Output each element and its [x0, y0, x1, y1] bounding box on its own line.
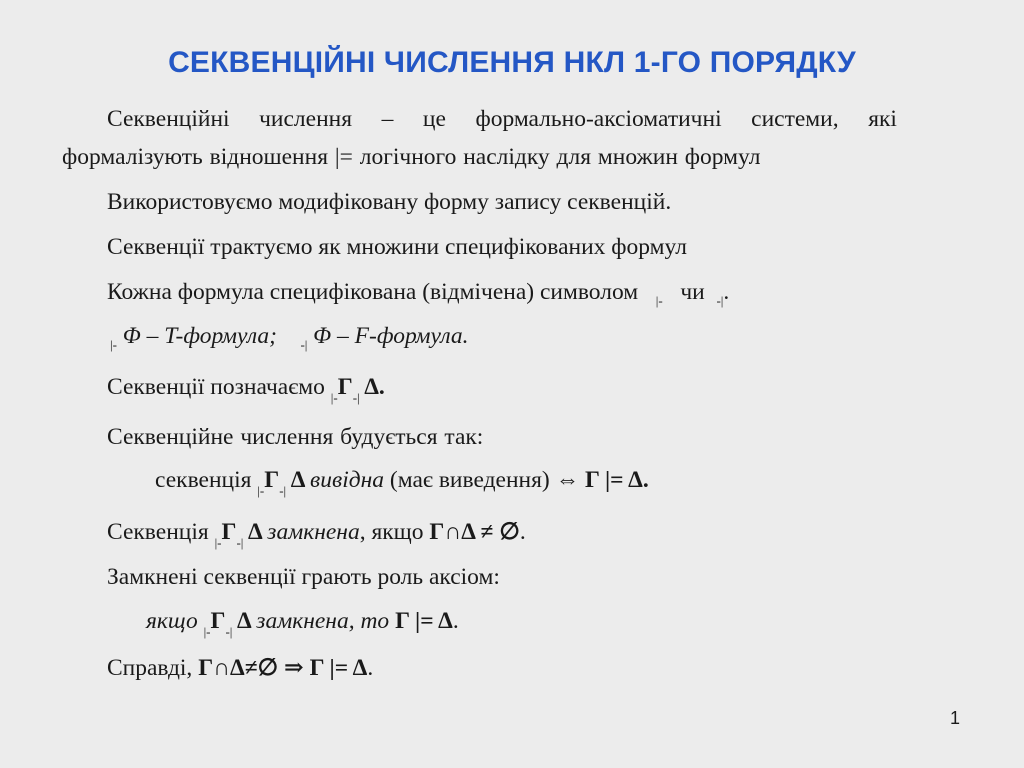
derivable-text: вивідна	[310, 467, 385, 493]
paragraph-axiom-rule	[146, 608, 459, 639]
condition: Γ∩Δ≠∅ ⇒ Γ |= Δ	[198, 655, 368, 681]
text: , якщо	[359, 519, 430, 545]
page-number: 1	[950, 708, 961, 728]
result: Γ |= Δ.	[579, 467, 649, 493]
t-symbol: |-	[214, 535, 222, 550]
delta: Δ.	[359, 374, 385, 400]
text: Кожна формула специфікована (відмічена) символом	[107, 279, 639, 305]
paragraph-construction: Секвенційне числення будується так:	[107, 424, 484, 450]
text: Секвенції позначаємо	[107, 374, 331, 400]
word: системи,	[751, 106, 839, 132]
closed-then-text: замкнена, то	[256, 608, 390, 634]
paragraph-sequent-notation	[107, 374, 385, 405]
f-symbol: -|	[300, 337, 308, 352]
word: які	[868, 106, 897, 132]
word: Секвенційні	[107, 106, 230, 132]
text: секвенція	[155, 467, 258, 493]
delta: Δ	[232, 608, 257, 634]
text: .	[519, 519, 526, 545]
paragraph-specified-formula	[107, 279, 730, 308]
text: якщо	[146, 608, 204, 634]
paragraph-indeed	[107, 657, 373, 681]
slide-title: СЕКВЕНЦІЙНІ ЧИСЛЕННЯ НКЛ 1-ГО ПОРЯДКУ	[168, 46, 856, 79]
f-symbol: -|	[352, 390, 360, 405]
t-symbol: |-	[203, 624, 211, 639]
f-symbol: -|	[236, 535, 244, 550]
text: .	[452, 608, 459, 634]
closed-text: замкнена	[267, 519, 360, 545]
f-symbol: -|	[225, 624, 233, 639]
paragraph-derivable	[155, 467, 649, 498]
equiv-symbol: ⇔	[555, 467, 580, 493]
t-symbol: |-	[257, 483, 265, 498]
text: (має виведення)	[384, 467, 556, 493]
text: Справді,	[107, 655, 199, 681]
f-symbol: -|	[716, 293, 724, 308]
t-symbol: |-	[330, 390, 338, 405]
text: .	[367, 655, 374, 681]
text: Секвенція	[107, 519, 215, 545]
result: Γ |= Δ	[389, 608, 453, 634]
condition: Γ∩Δ ≠ ∅	[429, 519, 520, 545]
t-formula-text: Φ – T-формула;	[122, 323, 277, 349]
text: чи	[680, 279, 705, 305]
paragraph-sets-of-formulas: Секвенції трактуємо як множини специфікованих формул	[107, 234, 687, 260]
word: формально-аксіоматичні	[475, 106, 722, 132]
delta: Δ	[243, 519, 268, 545]
paragraph-closed-sequent	[107, 519, 526, 550]
paragraph-modified-form: Використовуємо модифіковану форму запису секвенцій.	[107, 189, 672, 215]
word: це	[422, 106, 446, 132]
gamma: Γ	[221, 519, 237, 545]
f-formula-text: Φ – F-формула.	[313, 323, 469, 349]
word: числення	[259, 106, 353, 132]
word: –	[381, 106, 394, 132]
text: .	[723, 279, 730, 305]
paragraph-intro-line-2: формалізують відношення |= логічного наслідку для множин формул	[62, 144, 761, 170]
delta: Δ	[286, 467, 311, 493]
paragraph-axioms: Замкнені секвенції грають роль аксіом:	[107, 564, 500, 590]
f-symbol: -|	[279, 483, 287, 498]
t-symbol: |-	[110, 337, 117, 352]
gamma: Γ	[264, 467, 280, 493]
paragraph-intro-line-1	[107, 108, 897, 132]
paragraph-t-f-formula	[110, 323, 469, 352]
gamma: Γ	[210, 608, 226, 634]
gamma: Γ	[337, 374, 353, 400]
t-symbol: |-	[655, 293, 663, 308]
